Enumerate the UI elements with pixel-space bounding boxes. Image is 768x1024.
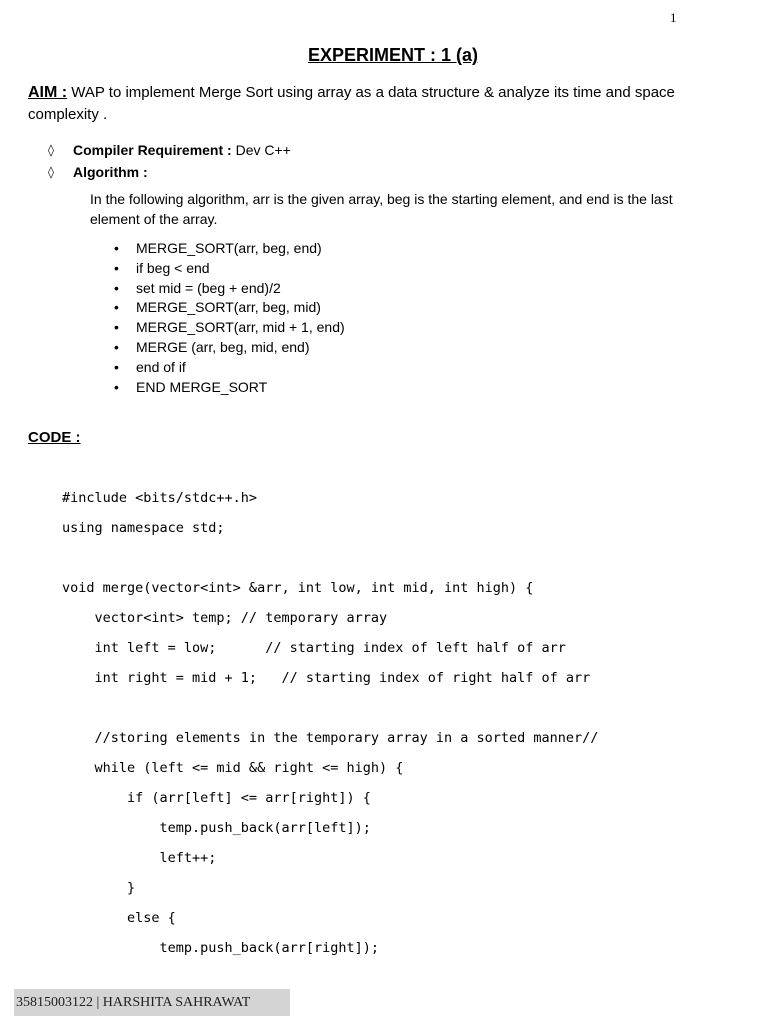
code-heading: CODE : bbox=[28, 429, 81, 446]
list-item bbox=[114, 259, 345, 279]
bullet-icon: • bbox=[114, 378, 119, 395]
code-line: vector<int> temp; // temporary array bbox=[62, 610, 388, 626]
list-item bbox=[114, 298, 345, 318]
requirement-compiler bbox=[48, 139, 291, 161]
requirements-list bbox=[48, 139, 291, 183]
step-text: MERGE_SORT(arr, beg, end) bbox=[136, 240, 322, 256]
code-line: #include <bits/stdc++.h> bbox=[62, 490, 258, 506]
code-line: int left = low; // starting index of left half of arr bbox=[62, 640, 566, 656]
requirement-label: Compiler Requirement : bbox=[73, 142, 232, 158]
diamond-bullet-icon: ◊ bbox=[48, 143, 54, 157]
code-line: //storing elements in the temporary array in a sorted manner// bbox=[62, 730, 599, 746]
code-line: while (left <= mid && right <= high) { bbox=[62, 760, 404, 776]
bullet-icon: • bbox=[114, 319, 119, 336]
requirement-value: Dev C++ bbox=[231, 142, 291, 158]
code-line: using namespace std; bbox=[62, 520, 225, 536]
bullet-icon: • bbox=[114, 299, 119, 316]
code-line: if (arr[left] <= arr[right]) { bbox=[62, 790, 371, 806]
requirement-algorithm bbox=[48, 161, 291, 183]
requirement-label: Algorithm : bbox=[73, 164, 148, 180]
page-number: 1 bbox=[670, 10, 677, 25]
list-item bbox=[114, 239, 345, 259]
list-item bbox=[114, 279, 345, 299]
step-text: end of if bbox=[136, 358, 186, 375]
list-item bbox=[114, 378, 345, 398]
step-text: if beg < end bbox=[136, 259, 210, 276]
code-line bbox=[62, 693, 598, 723]
bullet-icon: • bbox=[114, 240, 119, 256]
footer-label: 35815003122 | HARSHITA SAHRAWAT bbox=[14, 989, 290, 1016]
list-item bbox=[114, 318, 345, 338]
bullet-icon: • bbox=[114, 338, 119, 355]
step-text: set mid = (beg + end)/2 bbox=[136, 279, 281, 296]
algorithm-steps bbox=[114, 239, 345, 397]
code-line: } bbox=[62, 880, 136, 896]
list-item bbox=[114, 338, 345, 358]
code-line: else { bbox=[62, 910, 176, 926]
bullet-icon: • bbox=[114, 279, 119, 296]
code-line: temp.push_back(arr[right]); bbox=[62, 940, 379, 956]
page-title: EXPERIMENT : 1 (a) bbox=[307, 45, 479, 65]
code-line: int right = mid + 1; // starting index of right half of arr bbox=[62, 670, 591, 686]
code-line: void merge(vector<int> &arr, int low, int mid, int high) { bbox=[62, 580, 534, 596]
diamond-bullet-icon: ◊ bbox=[48, 165, 54, 179]
algorithm-description: In the following algorithm, arr is the given array, beg is the starting element, and end is the last element of the array. bbox=[90, 191, 673, 227]
code-line bbox=[62, 543, 598, 573]
step-text: MERGE_SORT(arr, beg, mid) bbox=[136, 299, 321, 316]
code-block bbox=[62, 483, 598, 963]
bullet-icon: • bbox=[114, 259, 119, 276]
step-text: MERGE (arr, beg, mid, end) bbox=[136, 338, 310, 355]
code-line: left++; bbox=[62, 850, 217, 866]
aim-label: AIM : bbox=[28, 84, 68, 101]
step-text: MERGE_SORT(arr, mid + 1, end) bbox=[136, 319, 345, 336]
aim-section bbox=[28, 82, 718, 126]
step-text: END MERGE_SORT bbox=[136, 378, 268, 395]
code-line: temp.push_back(arr[left]); bbox=[62, 820, 371, 836]
aim-text: WAP to implement Merge Sort using array as a data structure & analyze its time and space complexity . bbox=[28, 84, 675, 123]
list-item bbox=[114, 358, 345, 378]
bullet-icon: • bbox=[114, 358, 119, 375]
